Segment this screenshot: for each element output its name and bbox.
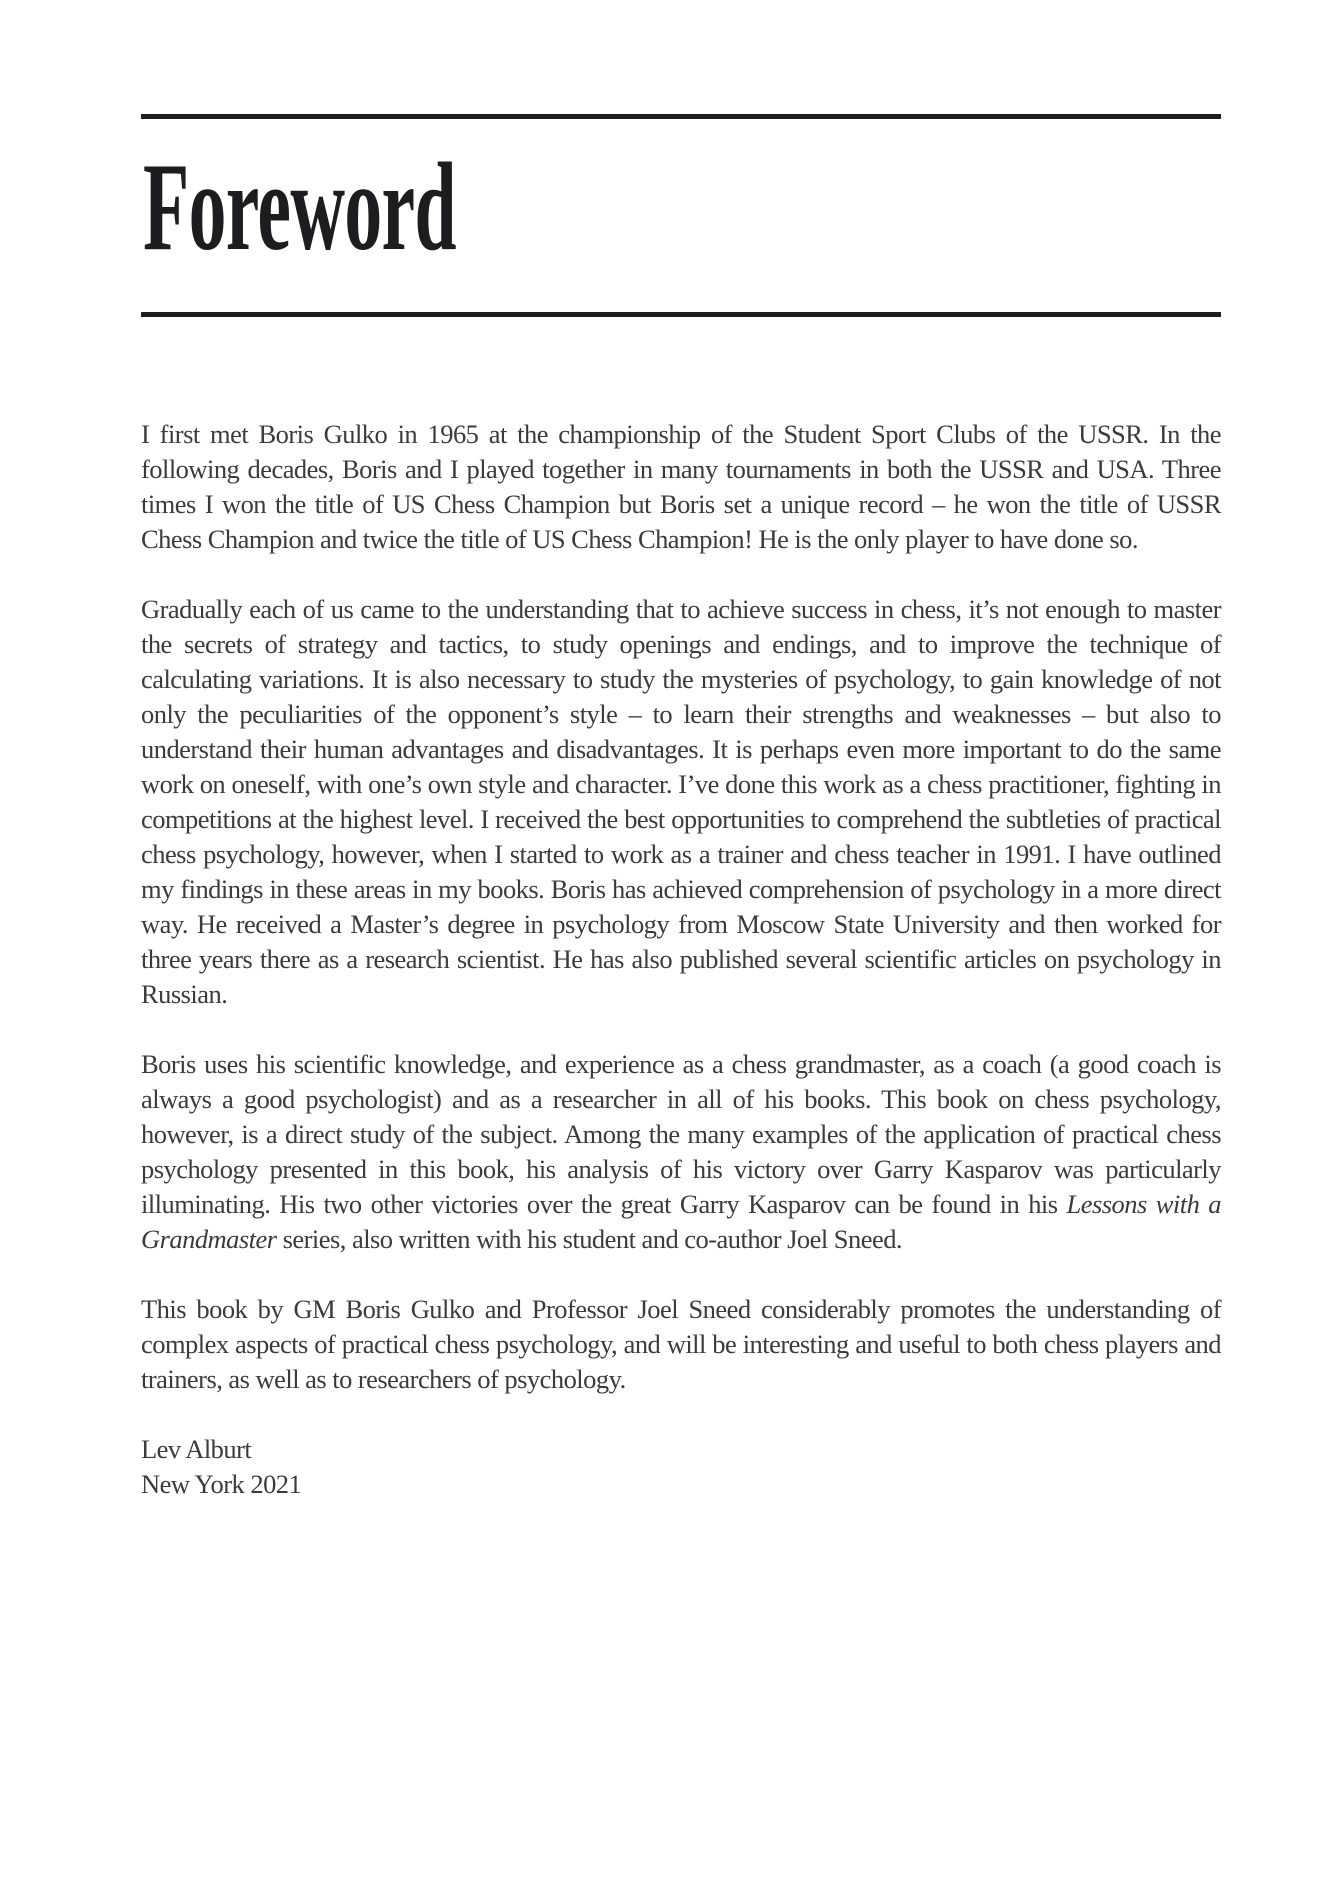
paragraph-text: Boris uses his scientific knowledge, and experience as a chess grandmaster, as a coach (a good coach is always a good psychologist) and as a researcher in all of his books. This book on chess psychology, however, is a direct study of the subject. Among the many examples of the application of practical chess psychology presented in this book, his analysis of his victory over Garry Kasparov was particularly illuminating. His two other victories over the great Garry Kasparov can be found in his (141, 1049, 1221, 1219)
paragraph-text: Gradually each of us came to the understanding that to achieve success in chess, it’s not enough to master the secrets of strategy and tactics, to study openings and endings, and to improve the technique of calculating variations. It is also necessary to study the mysteries of psychology, to gain knowledge of not only the peculiarities of the opponent’s style – to learn their strengths and weaknesses – but also to understand their human advantages and disadvantages. It is perhaps even more important to do the same work on oneself, with one’s own style and character. I’ve done this work as a chess practitioner, fighting in competitions at the highest level. I received the best opportunities to comprehend the subtleties of practical chess psychology, however, when I started to work as a trainer and chess teacher in 1991. I have outlined my findings in these areas in my books. Boris has achieved comprehension of psychology in a more direct way. He received a Master’s degree in psychology from Moscow State University and then worked for three years there as a research scientist. He has also published several scientific articles on psychology in Russian. (141, 594, 1221, 1009)
book-title-italic: Lessons with a Grandmaster (141, 1189, 1222, 1254)
paragraph-1 (141, 417, 1221, 557)
paragraph-2 (141, 592, 1221, 1012)
foreword-body (141, 417, 1221, 1502)
paragraph-text: I first met Boris Gulko in 1965 at the championship of the Student Sport Clubs of the USSR. In the following decades, Boris and I played together in many tournaments in both the USSR and USA. Three times I won the title of US Chess Champion but Boris set a unique record – he won the title of USSR Chess Champion and twice the title of US Chess Champion! He is the only player to have done so. (141, 419, 1221, 554)
title-rule-bottom (141, 312, 1221, 317)
paragraph-text: series, also written with his student and co-author Joel Sneed. (276, 1224, 903, 1254)
page-title: Foreword (143, 138, 456, 277)
signature-name: Lev Alburt (141, 1434, 252, 1464)
signature-block (141, 1432, 1221, 1502)
paragraph-text: This book by GM Boris Gulko and Professor Joel Sneed considerably promotes the understanding of complex aspects of practical chess psychology, and will be interesting and useful to both chess players and trainers, as well as to researchers of psychology. (141, 1294, 1221, 1394)
paragraph-3 (141, 1047, 1221, 1257)
signature-place-year: New York 2021 (141, 1469, 302, 1499)
title-rule-top (141, 114, 1221, 119)
paragraph-4 (141, 1292, 1221, 1397)
